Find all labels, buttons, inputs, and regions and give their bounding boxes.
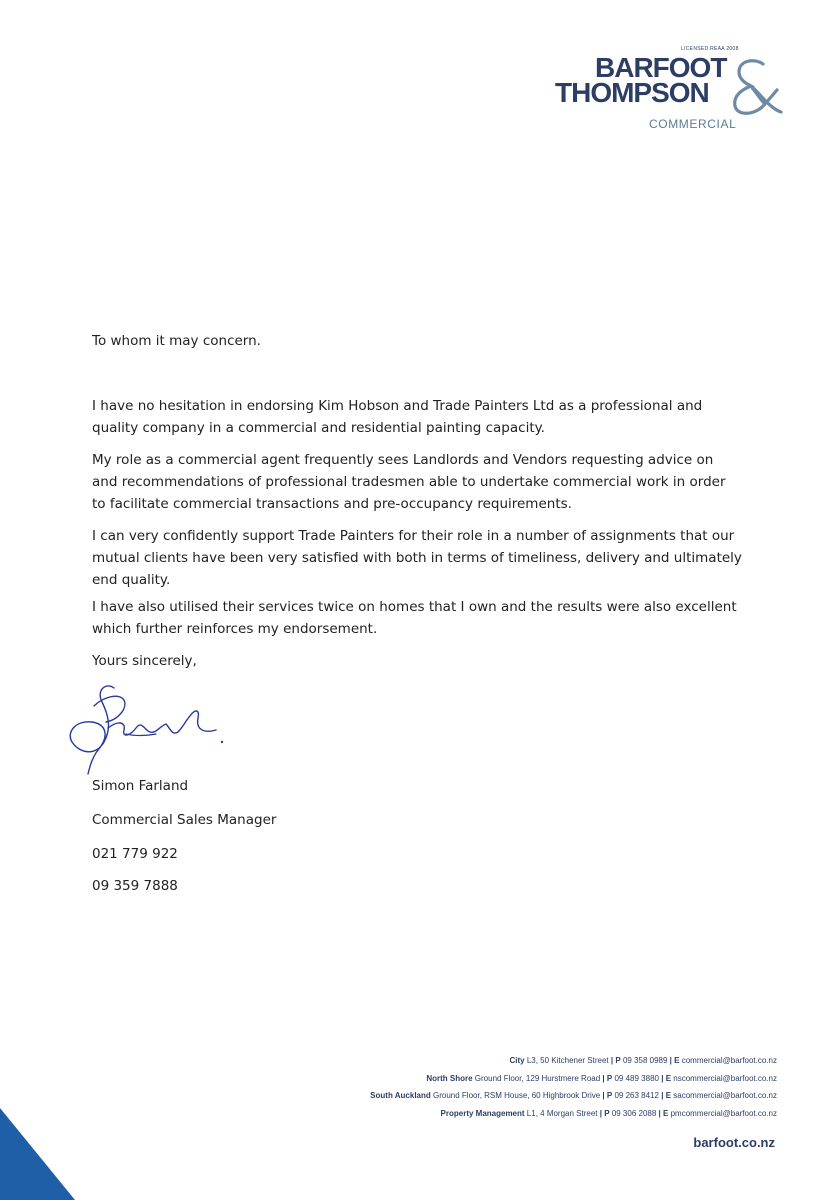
- office-row-city: City L3, 50 Kitchener Street | P 09 358 0989 | E commercial@barfoot.co.nz: [509, 1056, 777, 1065]
- signer-phone: 09 359 7888: [92, 878, 178, 894]
- salutation: To whom it may concern.: [92, 333, 261, 349]
- paragraph: I have also utilised their services twice on homes that I own and the results were also excellent which further reinforces my endorsement.: [92, 599, 737, 637]
- paragraph: I can very confidently support Trade Painters for their role in a number of assignments that our mutual clients have been very satisfied with both in terms of timeliness, delivery and ultimately end quality.: [92, 528, 742, 588]
- signer-title: Commercial Sales Manager: [92, 812, 277, 828]
- signer-mobile: 021 779 922: [92, 846, 178, 862]
- office-row-north-shore: North Shore Ground Floor, 129 Hurstmere Road | P 09 489 3880 | E nscommercial@barfoot.co.nz: [426, 1073, 777, 1083]
- ampersand-icon: [725, 56, 785, 116]
- signer-name: Simon Farland: [92, 778, 189, 794]
- logo-line-thompson: THOMPSON: [555, 77, 709, 108]
- handwritten-signature: [66, 680, 236, 780]
- logo-subtitle: COMMERCIAL: [649, 117, 737, 131]
- closing: Yours sincerely,: [92, 653, 197, 669]
- email-link[interactable]: pmcommercial@barfoot.co.nz: [670, 1108, 777, 1118]
- paragraph: My role as a commercial agent frequently sees Landlords and Vendors requesting advice on and recommendations of professional tradesmen able to undertake commercial work in order to facilitate commercial transactions and pre-occupancy requirements.: [92, 452, 726, 512]
- company-logo: [555, 46, 785, 136]
- licensed-text: LICENSED REAA 2008: [681, 46, 739, 52]
- office-row-property-management: Property Management L1, 4 Morgan Street | P 09 306 2088 | E pmcommercial@barfoot.co.nz: [440, 1108, 777, 1118]
- website-link[interactable]: barfoot.co.nz: [693, 1135, 775, 1150]
- email-link[interactable]: commercial@barfoot.co.nz: [681, 1056, 777, 1065]
- paragraph: I have no hesitation in endorsing Kim Hobson and Trade Painters Ltd as a professional and quality company in a commercial and residential painting capacity.: [92, 398, 703, 436]
- office-row-south-auckland: South Auckland Ground Floor, RSM House, 60 Highbrook Drive | P 09 263 8412 | E sacommercial@barfoot.co.nz: [370, 1091, 777, 1100]
- email-link[interactable]: nscommercial@barfoot.co.nz: [673, 1073, 777, 1083]
- logo-line-barfoot: BARFOOT: [595, 52, 727, 83]
- office-directory: [370, 1052, 777, 1122]
- corner-triangle-decoration: [0, 1108, 75, 1200]
- email-link[interactable]: sacommercial@barfoot.co.nz: [673, 1091, 777, 1100]
